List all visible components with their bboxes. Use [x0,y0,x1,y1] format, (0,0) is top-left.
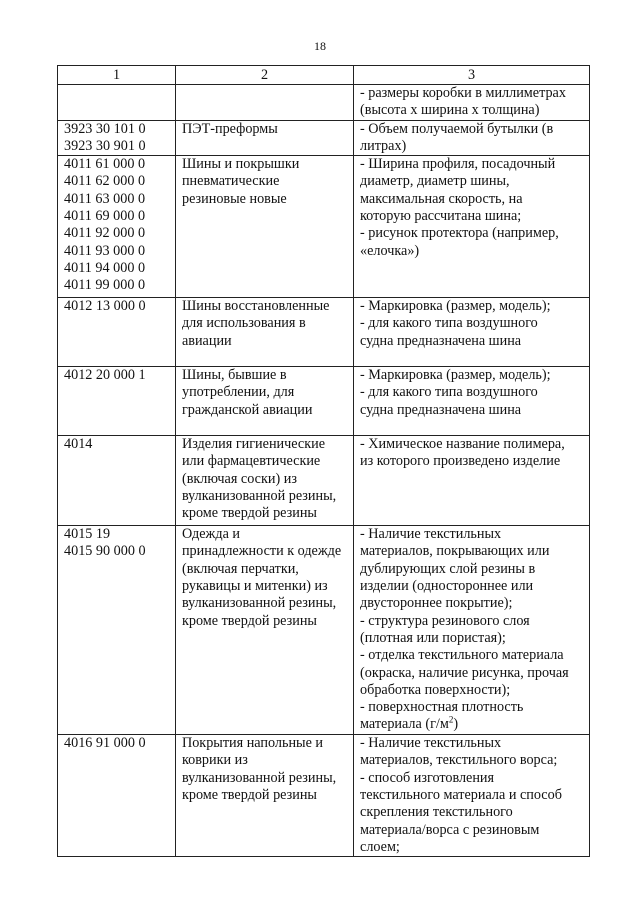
goods-name-cell [175,367,353,436]
name-line: Покрытия напольные и [181,735,324,752]
attribute-line [360,716,584,733]
goods-name-cell [175,120,353,156]
code-line: 4011 62 000 0 [64,173,146,190]
header-col-2: 2 [175,66,353,85]
goods-attributes-table [57,65,590,857]
attribute-line: судна предназначена шина [360,401,522,418]
goods-name-cell [175,298,353,367]
attributes-cell [354,367,590,436]
table-row [58,436,590,526]
tnved-codes-cell [58,120,176,156]
attribute-line: - структура резинового слоя [360,612,530,629]
attribute-line: - Наличие текстильных [360,735,502,752]
attribute-line: изделии (одностороннее или [360,578,534,595]
code-line: 4011 94 000 0 [64,259,146,276]
attribute-line: дублирующих слой резины в [360,560,536,577]
name-line: (включая перчатки, [181,560,299,577]
name-line: кроме твердой резины [181,787,317,804]
tnved-codes-cell [58,526,176,735]
name-line: коврики из [181,752,248,769]
goods-name-cell [175,85,353,121]
tnved-codes-cell [58,367,176,436]
goods-name-cell [175,156,353,298]
code-line: 4011 69 000 0 [64,208,146,225]
attribute-line: - поверхностная плотность [360,699,524,716]
table-row [58,735,590,857]
attribute-line: - для какого типа воздушного [360,384,538,401]
goods-name-cell [175,436,353,526]
table-row [58,120,590,156]
attribute-line: - Маркировка (размер, модель); [360,298,551,315]
tnved-codes-cell [58,436,176,526]
attributes-cell [354,526,590,735]
page-number: 18 [314,39,326,53]
name-line: пневматические [181,173,280,190]
name-line: употреблении, для [181,384,295,401]
code-line: 4015 90 000 0 [64,543,146,560]
name-line: вулканизованной резины, [181,595,337,612]
attribute-line: - размеры коробки в миллиметрах [360,85,566,101]
attributes-cell [354,735,590,857]
attribute-line: (окраска, наличие рисунка, прочая [360,664,569,681]
name-line: ПЭТ-преформы [181,120,278,137]
code-line: 4011 92 000 0 [64,225,146,242]
name-line: для использования в [181,315,306,332]
attribute-line: скрепления текстильного [360,804,513,821]
attribute-line: - отделка текстильного материала [360,647,564,664]
attribute-line: - способ изготовления [360,769,495,786]
code-line: 4012 20 000 1 [64,367,146,384]
name-line: (включая соски) из [181,470,297,487]
goods-name-cell [175,526,353,735]
attribute-line: материала/ворса с резиновым [360,821,540,838]
table-row [58,367,590,436]
name-line: резиновые новые [181,190,287,207]
code-line: 3923 30 101 0 [64,120,146,137]
name-line: рукавицы и митенки) из [181,578,328,595]
code-line: 4011 93 000 0 [64,242,146,259]
attribute-line: текстильного материала и способ [360,787,562,804]
name-line: Шины и покрышки [181,156,300,173]
name-line: Одежда и [181,526,241,543]
code-line: 4011 63 000 0 [64,190,146,207]
name-line: или фармацевтические [181,453,321,470]
name-line: кроме твердой резины [181,505,317,522]
code-line: 4014 [64,436,93,453]
table-header-row [58,66,590,85]
table-row [58,526,590,735]
text-fragment: ) [453,716,459,733]
attribute-line: (плотная или пористая); [360,629,506,646]
attribute-line: материалов, покрывающих или [360,543,550,560]
attribute-line: - Ширина профиля, посадочный [360,156,556,173]
goods-name-cell [175,735,353,857]
attribute-line: из которого произведено изделие [360,453,561,470]
table-row [58,298,590,367]
name-line: Изделия гигиенические [181,436,325,453]
attribute-line: - для какого типа воздушного [360,315,538,332]
code-line: 3923 30 901 0 [64,137,146,154]
name-line: кроме твердой резины [181,612,317,629]
code-line: 4012 13 000 0 [64,298,146,315]
attribute-line: двустороннее покрытие); [360,595,513,612]
attribute-line: «елочка») [360,242,420,259]
attributes-cell [354,156,590,298]
attribute-line: (высота х ширина х толщина) [360,102,540,119]
name-line: принадлежности к одежде [181,543,342,560]
attributes-cell [354,298,590,367]
attribute-line: - Маркировка (размер, модель); [360,367,551,384]
name-line: Шины восстановленные [181,298,330,315]
name-line: вулканизованной резины, [181,769,337,786]
name-line: Шины, бывшие в [181,367,287,384]
attribute-line: материалов, текстильного ворса; [360,752,558,769]
table-row [58,156,590,298]
tnved-codes-cell [58,298,176,367]
attribute-line: обработка поверхности); [360,681,511,698]
tnved-codes-cell [58,85,176,121]
superscript: 2 [448,714,454,725]
code-line: 4011 61 000 0 [64,156,146,173]
header-col-1: 1 [58,66,176,85]
table-row [58,85,590,121]
tnved-codes-cell [58,156,176,298]
attributes-cell [354,85,590,121]
attribute-line: слоем; [360,838,400,855]
attribute-line: которую рассчитана шина; [360,208,522,225]
name-line: гражданской авиации [181,401,313,418]
code-line: 4015 19 [64,526,111,543]
attribute-line: - Наличие текстильных [360,526,502,543]
attribute-line: судна предназначена шина [360,332,522,349]
text-fragment: материала (г/м [360,716,449,733]
code-line: 4011 99 000 0 [64,277,146,294]
name-line: вулканизованной резины, [181,488,337,505]
attribute-line: - Химическое название полимера, [360,436,565,453]
attribute-line: - рисунок протектора (например, [360,225,559,242]
attribute-line: литрах) [360,137,407,154]
tnved-codes-cell [58,735,176,857]
attribute-line: максимальная скорость, на [360,190,523,207]
code-line: 4016 91 000 0 [64,735,146,752]
attributes-cell [354,436,590,526]
attribute-line: - Объем получаемой бутылки (в [360,120,554,137]
attributes-cell [354,120,590,156]
name-line: авиации [181,332,232,349]
attribute-line: диаметр, диаметр шины, [360,173,510,190]
header-col-3: 3 [354,66,590,85]
